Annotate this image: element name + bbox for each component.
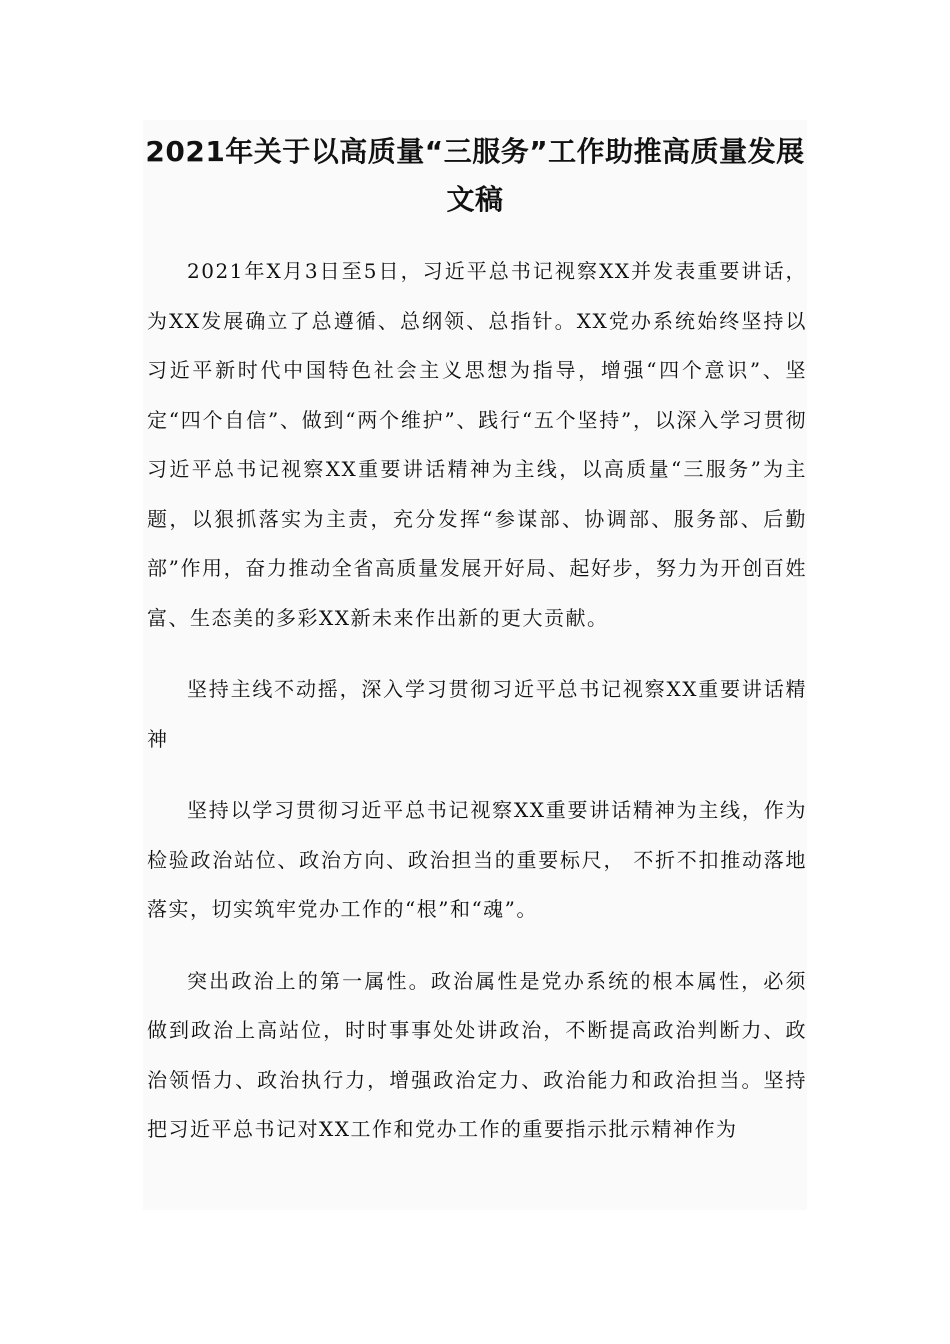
paragraph-political-attribute: 突出政治上的第一属性。政治属性是党办系统的根本属性，必须做到政治上高站位，时时事事处处讲政治，不断提高政治判断力、政治领悟力、政治执行力，增强政治定力、政治能力和政治担当。坚持把习近平总书记对XX工作和党办工作的重要指示批示精神作为 — [147, 968, 807, 1141]
paragraph-intro: 2021年X月3日至5日，习近平总书记视察XX并发表重要讲话，为XX发展确立了总遵循、总纲领、总指针。XX党办系统始终坚持以习近平新时代中国特色社会主义思想为指导，增强“四个意识”、坚定“四个自信”、做到“两个维护”、践行“五个坚持”，以深入学习贯彻习近平总书记视察XX重要讲话精神为主线，以高质量“三服务”为主题，以狠抓落实为主责，充分发挥“参谋部、协调部、服务部、后勤部”作用，奋力推动全省高质量发展开好局、起好步，努力为开创百姓富、生态美的多彩XX新未来作出新的更大贡献。 — [147, 259, 807, 630]
paragraph-mainline: 坚持以学习贯彻习近平总书记视察XX重要讲话精神为主线，作为检验政治站位、政治方向、政治担当的重要标尺， 不折不扣推动落地落实，切实筑牢党办工作的“根”和“魂”。 — [147, 798, 807, 921]
document-title: 2021年关于以高质量“三服务”工作助推高质量发展文稿 — [145, 135, 805, 216]
section-heading: 坚持主线不动摇，深入学习贯彻习近平总书记视察XX重要讲话精神 — [147, 677, 807, 751]
document-body — [147, 247, 807, 1155]
